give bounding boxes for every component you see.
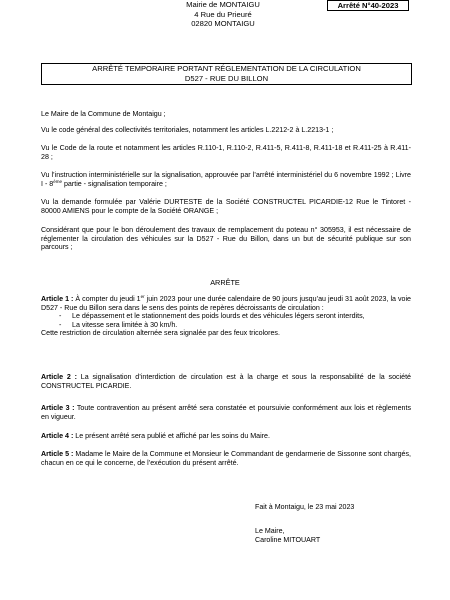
list-item xyxy=(41,321,411,330)
article-4-text: Le présent arrêté sera publié et affiché par les soins du Maire. xyxy=(73,432,270,440)
vu-instruction xyxy=(41,171,411,188)
article-2 xyxy=(41,373,411,390)
article-2-text: La signalisation d’interdiction de circulation est à la charge et sous la responsabilité de la société CONSTRUCTEL PICARDIE. xyxy=(41,373,411,390)
article-1-paragraph xyxy=(41,295,411,312)
article-5 xyxy=(41,450,411,467)
arrete-number-box: Arrêté N°40-2023 xyxy=(327,0,409,11)
vu-code-route: Vu le Code de la route et notamment les articles R.110-1, R.110-2, R.411-5, R.411-8, R.411-18 et R.411-25 à R.411-28 ; xyxy=(41,144,411,161)
bullet-dash: - xyxy=(59,320,62,329)
article-3-text: Toute contravention au présent arrêté sera constatée et poursuivie conformément aux lois et règlements en vigueur. xyxy=(41,404,412,421)
vu-instruction-text-a: Vu l’instruction interministérielle sur la signalisation, approuvée par l’arrêté interministériel du 6 novembre 1992 ; Livre I - 8 xyxy=(41,171,411,188)
article-2-label: Article 2 : xyxy=(41,373,77,381)
signature-name: Caroline MITOUART xyxy=(255,536,321,544)
article-5-text: Madame le Maire de la Commune et Monsieur le Commandant de gendarmerie de Sissonne sont chargés, chacun en ce qui le concerne, de l’exécution du présent arrêté. xyxy=(41,450,411,467)
mairie-address xyxy=(168,0,278,29)
arrete-heading: ARRÊTE xyxy=(210,278,240,287)
article-1-label: Article 1 : xyxy=(41,295,74,303)
mairie-name: Mairie de MONTAIGU xyxy=(186,0,260,9)
article-5-label: Article 5 : xyxy=(41,450,74,458)
list-item xyxy=(41,312,411,321)
vu-instruction-text-b: partie - signalisation temporaire ; xyxy=(62,179,167,188)
vu-instruction-sup: ème xyxy=(53,178,62,184)
vu-cgct: Vu le code général des collectivités territoriales, notamment les articles L.2212-2 à L.2213-1 ; xyxy=(41,126,334,134)
article-1 xyxy=(41,295,411,338)
bullet-dash: - xyxy=(59,312,62,321)
bullet-text: La vitesse sera limitée à 30 km/h. xyxy=(72,320,178,329)
bullet-text: Le dépassement et le stationnement des poids lourds et des véhicules légers seront interdits, xyxy=(72,312,365,321)
article-1-after: Cette restriction de circulation alternée sera signalée par des feux tricolores. xyxy=(41,329,280,338)
title-line-1: ARRÊTÉ TEMPORAIRE PORTANT RÉGLEMENTATION DE LA CIRCULATION xyxy=(92,64,361,73)
article-1-text-a: À compter du jeudi 1 xyxy=(73,295,141,303)
title-line-2: D527 - RUE DU BILLON xyxy=(184,74,269,83)
mairie-city: 02820 MONTAIGU xyxy=(191,19,255,29)
signature-role: Le Maire, xyxy=(255,527,285,535)
vu-demande: Vu la demande formulée par Valérie DURTESTE de la Société CONSTRUCTEL PICARDIE-12 Rue le Tintoret - 80000 AMIENS pour le compte de la Société ORANGE ; xyxy=(41,198,411,215)
article-3 xyxy=(41,404,411,421)
article-1-bullets xyxy=(41,312,411,329)
signature-place-date: Fait à Montaigu, le 23 mai 2023 xyxy=(255,503,355,511)
mairie-street: 4 Rue du Prieuré xyxy=(194,9,252,19)
document-title-box xyxy=(41,63,412,85)
article-1-text-b: juin 2023 pour une durée calendaire de 90 jours jusqu’au jeudi 31 août 2023, la voie D527 - Rue du Billon sera dans le sens des points de repères décroissants de circulation : xyxy=(41,295,412,312)
article-3-label: Article 3 : xyxy=(41,404,75,412)
considerant: Considérant que pour le bon déroulement des travaux de remplacement du poteau n° 305953, il est nécessaire de réglementer la circulation des véhicules sur la D527 - Rue du Billon, dans un but de sécurité publique sur son parcours ; xyxy=(41,226,411,252)
article-1-sup: er xyxy=(140,294,145,299)
maire-intro: Le Maire de la Commune de Montaigu ; xyxy=(41,110,166,118)
article-4-label: Article 4 : xyxy=(41,432,74,440)
article-4 xyxy=(41,432,411,441)
